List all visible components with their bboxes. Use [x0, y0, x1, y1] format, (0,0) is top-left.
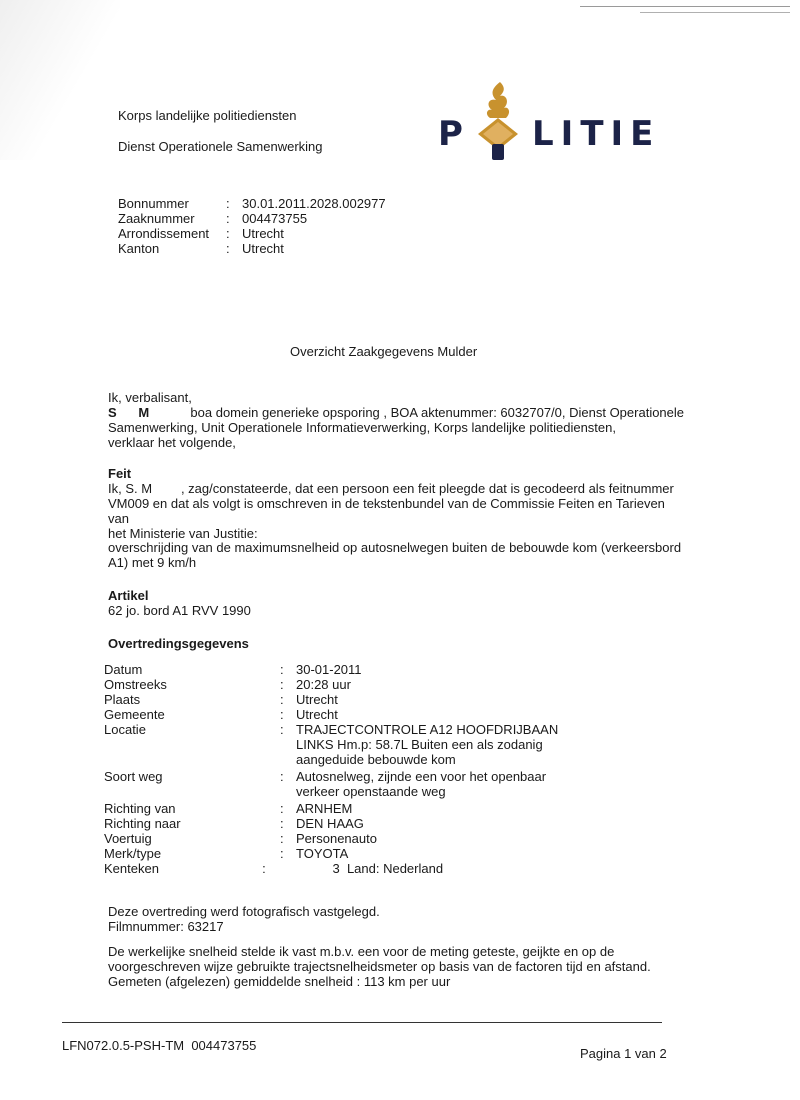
detail-row [104, 831, 584, 846]
logo-letters-litie: LITIE [532, 114, 661, 154]
section-heading-artikel: Artikel [108, 588, 149, 603]
film-number: Filmnummer: 63217 [108, 919, 224, 934]
scan-edge-line [580, 6, 790, 7]
meta-value: Utrecht [242, 241, 284, 256]
detail-label: Soort weg [104, 769, 163, 784]
detail-label: Omstreeks [104, 677, 167, 692]
meta-value: 30.01.2011.2028.002977 [242, 196, 386, 211]
offense-description [108, 540, 688, 570]
detail-row [104, 769, 584, 799]
meta-label: Arrondissement [118, 226, 210, 241]
meta-separator: : [226, 241, 230, 256]
detail-row [104, 677, 584, 692]
meta-label: Kanton [118, 241, 160, 256]
detail-row [104, 846, 584, 861]
offense-line: overschrijding van de maximumsnelheid op autosnelwegen buiten de bebouwde kom (verkeersbord [108, 540, 682, 555]
detail-row [104, 861, 584, 876]
photo-paragraph [108, 904, 688, 934]
detail-value: Utrecht [296, 692, 338, 707]
detail-value: 20:28 uur [296, 677, 351, 692]
measurement-line: De werkelijke snelheid stelde ik vast m.b.v. een voor de meting geteste, geijkte en op de [108, 944, 615, 959]
meta-row [118, 196, 386, 211]
measurement-line: voorgeschreven wijze gebruikte trajectsnelheidsmeter op basis van de factoren tijd en afstand. [108, 959, 651, 974]
detail-row [104, 662, 584, 677]
photo-line: Deze overtreding werd fotografisch vastgelegd. [108, 904, 380, 919]
detail-value: 30-01-2011 [296, 662, 362, 677]
detail-value: ARNHEM [296, 801, 353, 816]
offense-line: A1) met 9 km/h [108, 555, 197, 570]
detail-value: TOYOTA [296, 846, 349, 861]
detail-separator: : [280, 662, 284, 677]
detail-separator: : [280, 707, 284, 722]
license-plate-value: 3 Land: Nederland [332, 861, 444, 876]
detail-separator: : [280, 769, 284, 784]
detail-separator: : [280, 846, 284, 861]
detail-separator: : [280, 816, 284, 831]
scan-edge-line [640, 12, 790, 13]
detail-label: Richting naar [104, 816, 181, 831]
politie-logo [438, 78, 661, 162]
meta-row [118, 241, 386, 256]
detail-label: Richting van [104, 801, 176, 816]
footer-page-number: Pagina 1 van 2 [580, 1046, 667, 1061]
intro-line: Samenwerking, Unit Operationele Informatieverwerking, Korps landelijke politiediensten, [108, 420, 616, 435]
meta-value: 004473755 [242, 211, 308, 226]
intro-line: verklaar het volgende, [108, 435, 236, 450]
detail-separator: : [280, 831, 284, 846]
document-title: Overzicht Zaakgegevens Mulder [290, 344, 478, 359]
meta-separator: : [226, 211, 230, 226]
section-heading-overtreding: Overtredingsgegevens [108, 636, 249, 651]
detail-value: DEN HAAG [296, 816, 364, 831]
logo-letter-p: P [438, 114, 466, 154]
meta-separator: : [226, 196, 230, 211]
meta-row [118, 226, 386, 241]
intro-line [108, 405, 688, 420]
meta-separator: : [226, 226, 230, 241]
artikel-text: 62 jo. bord A1 RVV 1990 [108, 603, 251, 618]
footer-divider [62, 1022, 662, 1023]
officer-name: S M [108, 405, 150, 420]
detail-label: Gemeente [104, 707, 165, 722]
detail-separator: : [280, 722, 284, 737]
detail-separator: : [280, 677, 284, 692]
violation-details [104, 662, 584, 876]
intro-line: Ik, verbalisant, [108, 390, 192, 405]
detail-row [104, 722, 584, 767]
detail-label: Locatie [104, 722, 146, 737]
detail-label: Voertuig [104, 831, 152, 846]
detail-label: Plaats [104, 692, 141, 707]
meta-label: Bonnummer [118, 196, 189, 211]
detail-separator: : [280, 692, 284, 707]
feit-line: Ik, S. M , zag/constateerde, dat een persoon een feit pleegde dat is gecodeerd als feitnummer [108, 481, 674, 496]
org-name: Korps landelijke politiediensten [118, 108, 297, 123]
measurement-paragraph [108, 944, 688, 989]
feit-line: VM009 en dat als volgt is omschreven in de tekstenbundel van de Commissie Feiten en Tarieven van [108, 496, 665, 526]
case-meta [118, 196, 386, 256]
org-department: Dienst Operationele Samenwerking [118, 139, 323, 154]
detail-value: Autosnelweg, zijnde een voor het openbaar verkeer openstaande weg [296, 769, 547, 799]
intro-paragraph [108, 390, 688, 450]
detail-row [104, 707, 584, 722]
detail-label: Datum [104, 662, 143, 677]
meta-label: Zaaknummer [118, 211, 195, 226]
detail-label: Kenteken [104, 861, 159, 876]
footer-doc-code: LFN072.0.5-PSH-TM 004473755 [62, 1038, 257, 1053]
section-heading-feit: Feit [108, 466, 132, 481]
detail-label: Merk/type [104, 846, 162, 861]
detail-row [104, 801, 584, 816]
meta-row [118, 211, 386, 226]
detail-row [104, 692, 584, 707]
detail-separator: : [280, 801, 284, 816]
feit-line: het Ministerie van Justitie: [108, 526, 258, 541]
detail-value: Personenauto [296, 831, 377, 846]
scan-shadow [0, 0, 120, 160]
detail-separator: : [262, 861, 266, 876]
feit-paragraph [108, 481, 688, 541]
officer-function: boa domein generieke opsporing , BOA aktenummer: 6032707/0, Dienst Operationele [190, 405, 685, 420]
detail-value: TRAJECTCONTROLE A12 HOOFDRIJBAAN LINKS Hm.p: 58.7L Buiten een als zodanig aangeduide bebouwde kom [296, 722, 559, 767]
police-torch-emblem-icon [466, 78, 530, 162]
detail-row [104, 816, 584, 831]
detail-value: Utrecht [296, 707, 338, 722]
measured-speed: Gemeten (afgelezen) gemiddelde snelheid : 113 km per uur [108, 974, 451, 989]
meta-value: Utrecht [242, 226, 284, 241]
